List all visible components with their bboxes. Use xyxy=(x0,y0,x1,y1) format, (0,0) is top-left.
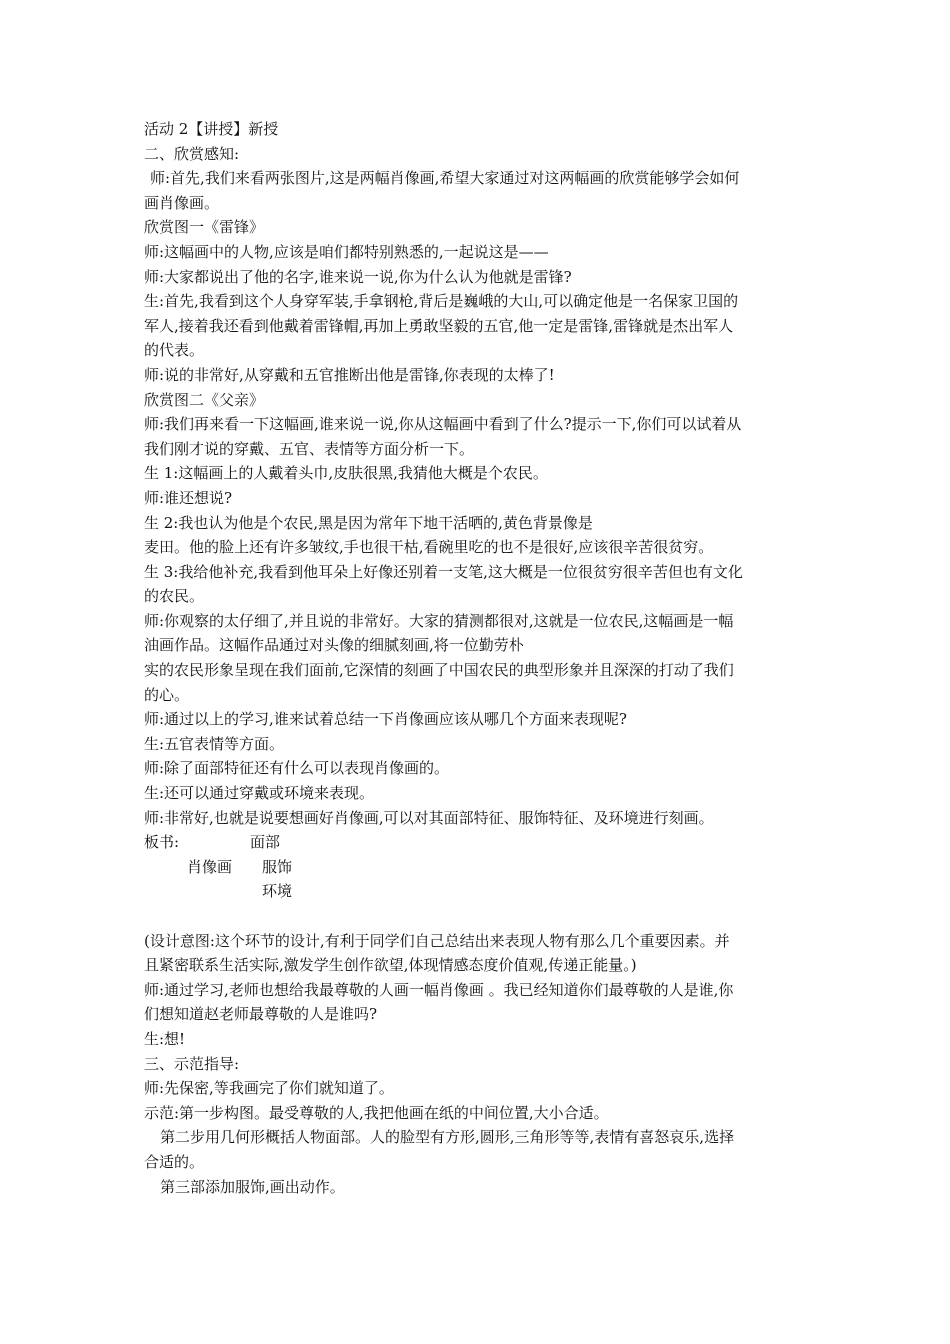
text-line: 师:谁还想说? xyxy=(144,488,233,507)
text-line: 生:五官表情等方面。 xyxy=(144,734,285,753)
text-line: 的代表。 xyxy=(144,341,205,360)
text-line: 欣赏图二《父亲》 xyxy=(144,390,265,409)
text-line: 师:通过以上的学习,谁来试着总结一下肖像画应该从哪几个方面来表现呢? xyxy=(144,710,627,729)
text-line: 麦田。他的脸上还有许多皱纹,手也很干枯,看碗里吃的也不是很好,应该很辛苦很贫穷。 xyxy=(144,538,714,557)
design-intent-line: 且紧密联系生活实际,激发学生创作欲望,体现情感态度价值观,传递正能量。) xyxy=(144,956,637,975)
text-line: 生 3:我给他补充,我看到他耳朵上好像还别着一支笔,这大概是一位很贫穷很辛苦但也有文化 xyxy=(144,562,743,581)
text-line: 合适的。 xyxy=(144,1152,205,1171)
text-line: 师:非常好,也就是说要想画好肖像画,可以对其面部特征、服饰特征、及环境进行刻画。 xyxy=(144,808,714,827)
subsection-heading: 二、欣赏感知: xyxy=(144,144,240,163)
text-line: 生:想! xyxy=(144,1029,186,1048)
text-line: 示范:第一步构图。最受尊敬的人,我把他画在纸的中间位置,大小合适。 xyxy=(144,1103,609,1122)
text-line: 师:我们再来看一下这幅画,谁来说一说,你从这幅画中看到了什么?提示一下,你们可以试着从 xyxy=(144,415,742,434)
text-line: 画肖像画。 xyxy=(144,193,220,212)
text-line: 第二步用几何形概括人物面部。人的脸型有方形,圆形,三角形等等,表情有喜怒哀乐,选择 xyxy=(160,1128,735,1147)
text-line: 欣赏图一《雷锋》 xyxy=(144,218,265,237)
design-intent-line: (设计意图:这个环节的设计,有利于同学们自己总结出来表现人物有那么几个重要因素。并 xyxy=(144,931,730,950)
text-line: 师:通过学习,老师也想给我最尊敬的人画一幅肖像画 。我已经知道你们最尊敬的人是谁,你 xyxy=(144,980,734,999)
section-heading: 活动 2【讲授】新授 xyxy=(144,120,279,138)
text-line: 生:首先,我看到这个人身穿军装,手拿钢枪,背后是巍峨的大山,可以确定他是一名保家卫国的 xyxy=(144,292,739,311)
board-center: 肖像画 xyxy=(187,857,233,876)
text-line: 的心。 xyxy=(144,685,190,704)
text-line: 师:说的非常好,从穿戴和五官推断出他是雷锋,你表现的太棒了! xyxy=(144,365,555,384)
text-line: 生 2:我也认为他是个农民,黑是因为常年下地干活晒的,黄色背景像是 xyxy=(144,513,593,532)
board-item-clothing: 服饰 xyxy=(262,857,293,876)
text-line: 师:先保密,等我画完了你们就知道了。 xyxy=(144,1079,394,1098)
text-line: 我们刚才说的穿戴、五官、表情等方面分析一下。 xyxy=(144,439,475,458)
text-line: 第三部添加服饰,画出动作。 xyxy=(160,1177,345,1196)
text-line: 的农民。 xyxy=(144,587,205,606)
board-label: 板书: xyxy=(144,833,180,852)
text-line: 师:首先,我们来看两张图片,这是两幅肖像画,希望大家通过对这两幅画的欣赏能够学会如何 xyxy=(150,169,740,188)
text-line: 军人,接着我还看到他戴着雷锋帽,再加上勇敢坚毅的五官,他一定是雷锋,雷锋就是杰出军人 xyxy=(144,316,734,335)
text-line: 师:这幅画中的人物,应该是咱们都特别熟悉的,一起说这是—— xyxy=(144,242,549,261)
text-line: 师:大家都说出了他的名字,谁来说一说,你为什么认为他就是雷锋? xyxy=(144,267,572,286)
board-item-environment: 环境 xyxy=(262,882,293,901)
subsection-heading: 三、示范指导: xyxy=(144,1054,240,1073)
blackboard-outline xyxy=(144,830,812,904)
lesson-text xyxy=(144,117,812,1199)
text-line: 师:你观察的太仔细了,并且说的非常好。大家的猜测都很对,这就是一位农民,这幅画是一幅 xyxy=(144,611,734,630)
text-line: 师:除了面部特征还有什么可以表现肖像画的。 xyxy=(144,759,450,778)
board-item-face: 面部 xyxy=(250,833,281,852)
spacer xyxy=(144,904,812,929)
text-line: 生 1:这幅画上的人戴着头巾,皮肤很黑,我猜他大概是个农民。 xyxy=(144,464,548,483)
text-line: 们想知道赵老师最尊敬的人是谁吗? xyxy=(144,1005,378,1024)
text-line: 生:还可以通过穿戴或环境来表现。 xyxy=(144,784,375,803)
text-line: 实的农民形象呈现在我们面前,它深情的刻画了中国农民的典型形象并且深深的打动了我们 xyxy=(144,661,734,680)
text-line: 油画作品。这幅作品通过对头像的细腻刻画,将一位勤劳朴 xyxy=(144,636,524,655)
